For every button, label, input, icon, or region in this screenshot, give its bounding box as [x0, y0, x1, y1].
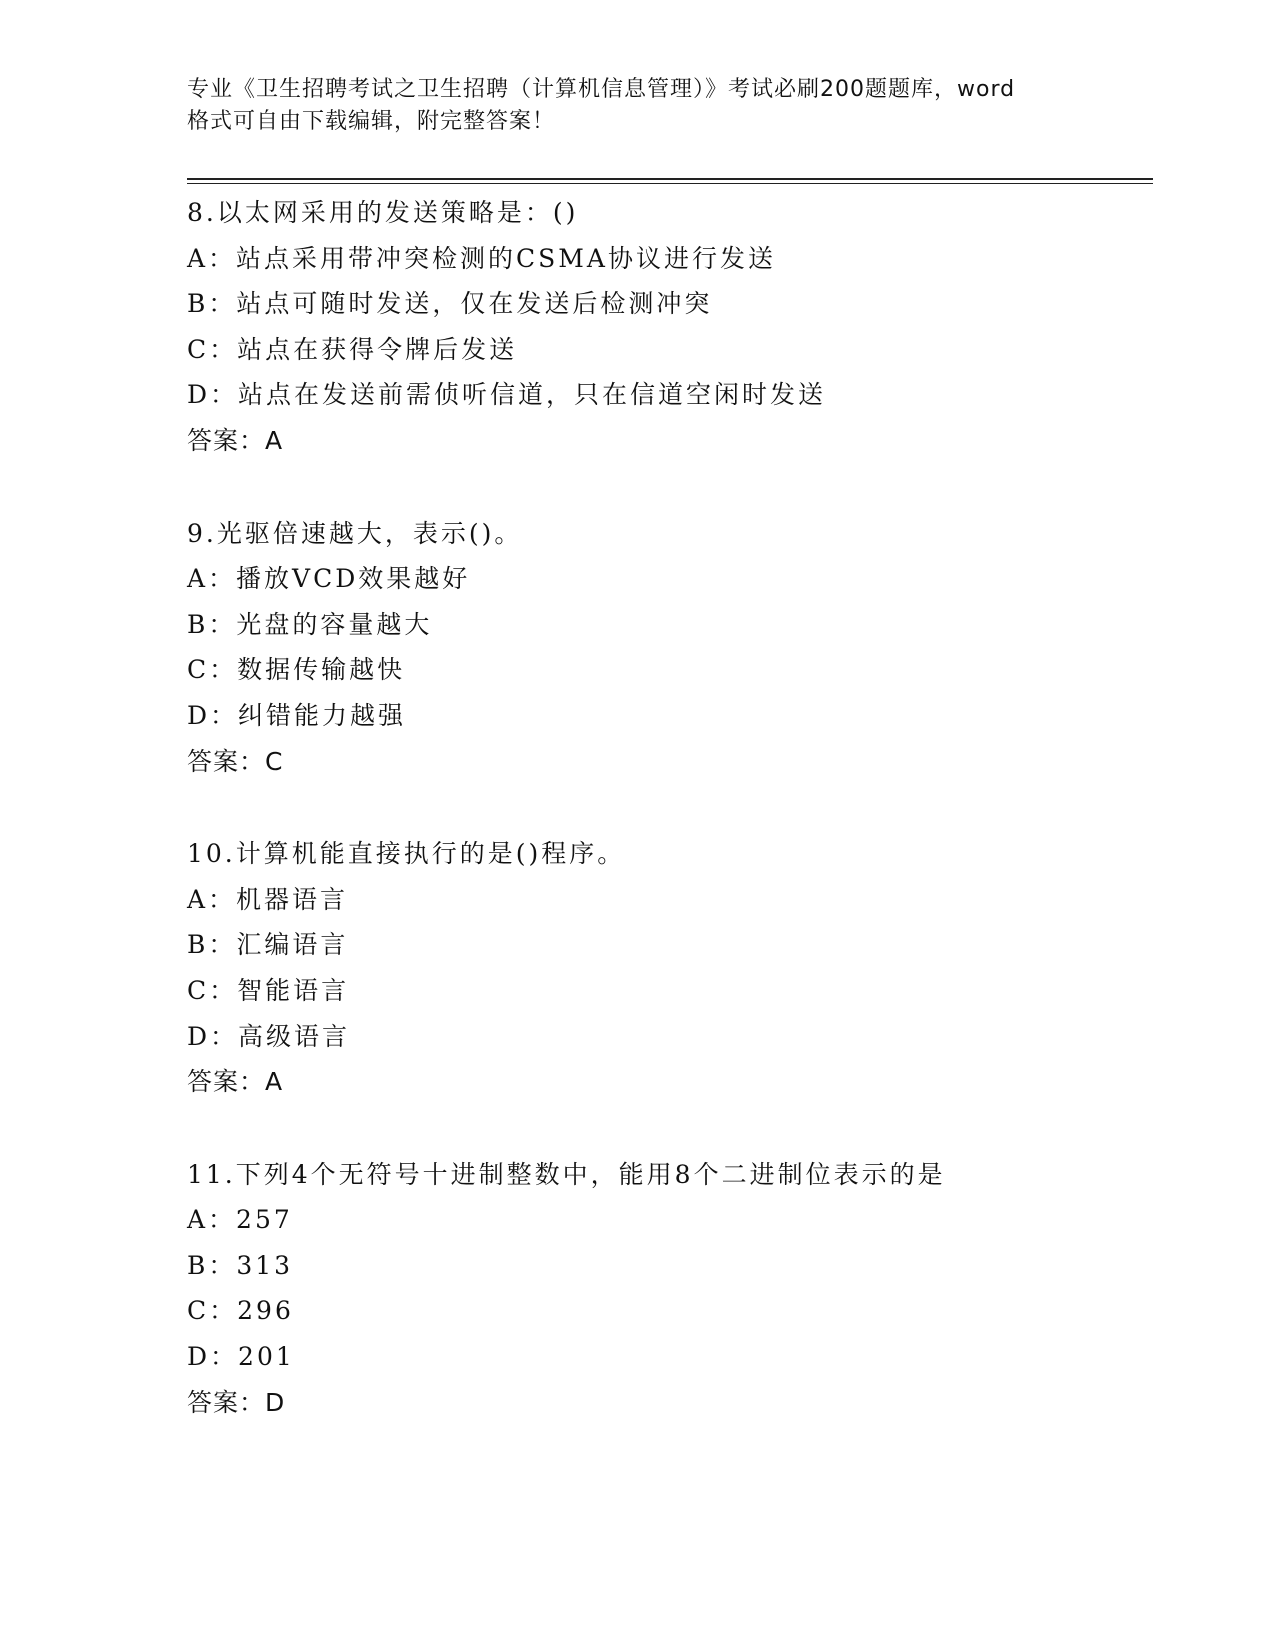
option-c: C：数据传输越快 [187, 655, 406, 685]
document-header [187, 74, 1087, 138]
option-d: D：201 [187, 1342, 295, 1372]
option-c: C：296 [187, 1296, 294, 1326]
answer: 答案：D [187, 1387, 286, 1417]
option-c: C：智能语言 [187, 975, 350, 1005]
answer: 答案：A [187, 1067, 284, 1097]
option-a: A：站点采用带冲突检测的CSMA协议进行发送 [187, 243, 776, 273]
option-a: A：257 [187, 1205, 293, 1235]
question-stem: 8.以太网采用的发送策略是：() [187, 198, 579, 227]
option-a: A：机器语言 [187, 884, 349, 914]
header-divider-thin [187, 183, 1153, 184]
header-line-1: 专业《卫生招聘考试之卫生招聘（计算机信息管理）》考试必刷200题题库，word [187, 77, 1016, 102]
question-11 [187, 1152, 1147, 1426]
question-stem: 11.下列4个无符号十进制整数中，能用8个二进制位表示的是 [187, 1159, 946, 1189]
header-divider-thick [187, 178, 1153, 180]
question-stem: 9.光驱倍速越大，表示()。 [187, 518, 523, 548]
answer: 答案：A [187, 425, 284, 455]
option-a: A：播放VCD效果越好 [187, 564, 471, 594]
option-c: C：站点在获得令牌后发送 [187, 334, 518, 364]
question-list [187, 190, 1147, 1472]
question-10 [187, 831, 1147, 1105]
question-9 [187, 511, 1147, 785]
question-stem: 10.计算机能直接执行的是()程序。 [187, 839, 626, 869]
option-b: B：光盘的容量越大 [187, 609, 433, 639]
option-b: B：313 [187, 1250, 294, 1280]
option-d: D：高级语言 [187, 1021, 351, 1051]
header-line-2: 格式可自由下载编辑，附完整答案！ [187, 109, 556, 134]
answer: 答案：C [187, 746, 284, 776]
question-8 [187, 190, 1147, 464]
option-b: B：站点可随时发送，仅在发送后检测冲突 [187, 289, 713, 319]
option-b: B：汇编语言 [187, 930, 349, 960]
option-d: D：站点在发送前需侦听信道，只在信道空闲时发送 [187, 380, 827, 410]
option-d: D：纠错能力越强 [187, 700, 407, 730]
